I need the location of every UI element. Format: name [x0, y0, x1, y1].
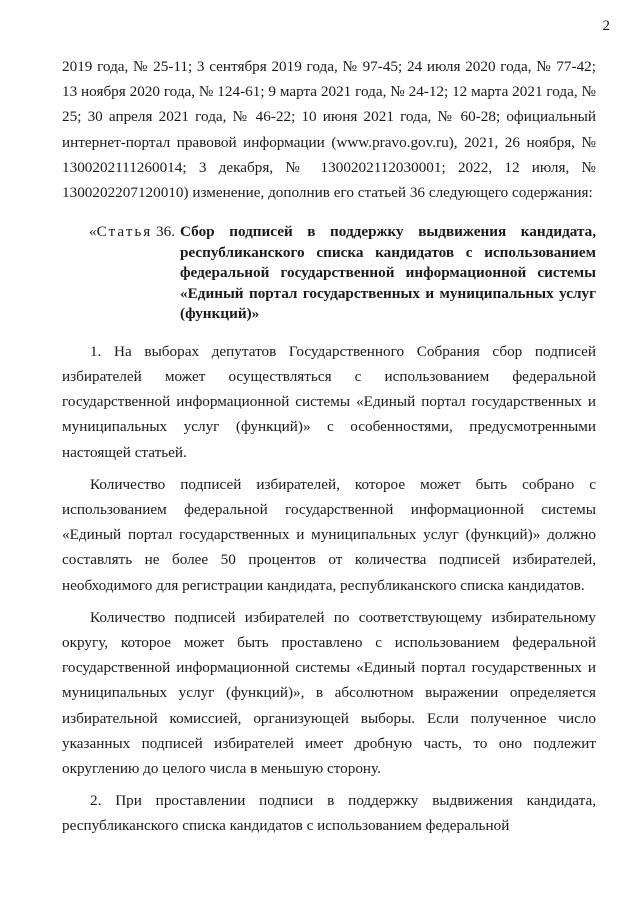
article-heading [62, 222, 596, 325]
paragraph-2: Количество подписей избирателей, которое может быть собрано с использованием федеральной государственной информационной системы «Единый портал государственных и муниципальных услуг (функций)» должно составлять не более 50 процентов от количества подписей избирателей, необходимого для регистрации кандидата, республиканского списка кандидатов. [62, 475, 596, 594]
article-label [62, 222, 180, 243]
article-title: Сбор подписей в поддержку выдвижения кандидата, республиканского списка кандидатов с использованием федеральной государственной информационной системы «Единый портал государственных и муниципальных услуг (функций)» [180, 223, 596, 323]
article-number: 36. [156, 223, 176, 241]
intro-paragraph: 2019 года, № 25-11; 3 сентября 2019 года, № 97-45; 24 июля 2020 года, № 77-42; 13 ноября 2020 года, № 124-61; 9 марта 2021 года, № 24-12; 12 марта 2021 года, № 25; 30 апреля 2021 года, № 46-22; 10 июня 2021 года, № 60-28; официальный интернет-портал правовой информации (www.pravo.gov.ru), 2021, 26 ноября, № 1300202111260014; 3 декабря, № 1300202112030001; 2022, 12 июля, № 1300202207120010) изменение, дополнив его статьей 36 следующего содержания: [62, 58, 596, 202]
article-word: Статья [96, 223, 153, 241]
quote-mark: « [89, 223, 97, 241]
paragraph-3: Количество подписей избирателей по соответствующему избирательному округу, которое может быть проставлено с использованием федеральной государственной информационной системы «Единый портал государственных и муниципальных услуг (функций)», в абсолютном выражении определяется избирательной комиссией, организующей выборы. Если полученное число указанных подписей избирателей имеет дробную часть, то оно подлежит округлению до целого числа в меньшую сторону. [62, 608, 596, 777]
paragraph-4: 2. При проставлении подписи в поддержку выдвижения кандидата, республиканского списка кандидатов с использованием федеральной [62, 792, 596, 835]
document-body [62, 54, 596, 839]
page-number: 2 [602, 18, 610, 34]
paragraph-1: 1. На выборах депутатов Государственного Собрания сбор подписей избирателей может осуществляться с использованием федеральной государственной информационной системы «Единый портал государственных и муниципальных услуг (функций)» с особенностями, предусмотренными настоящей статьей. [62, 342, 596, 461]
